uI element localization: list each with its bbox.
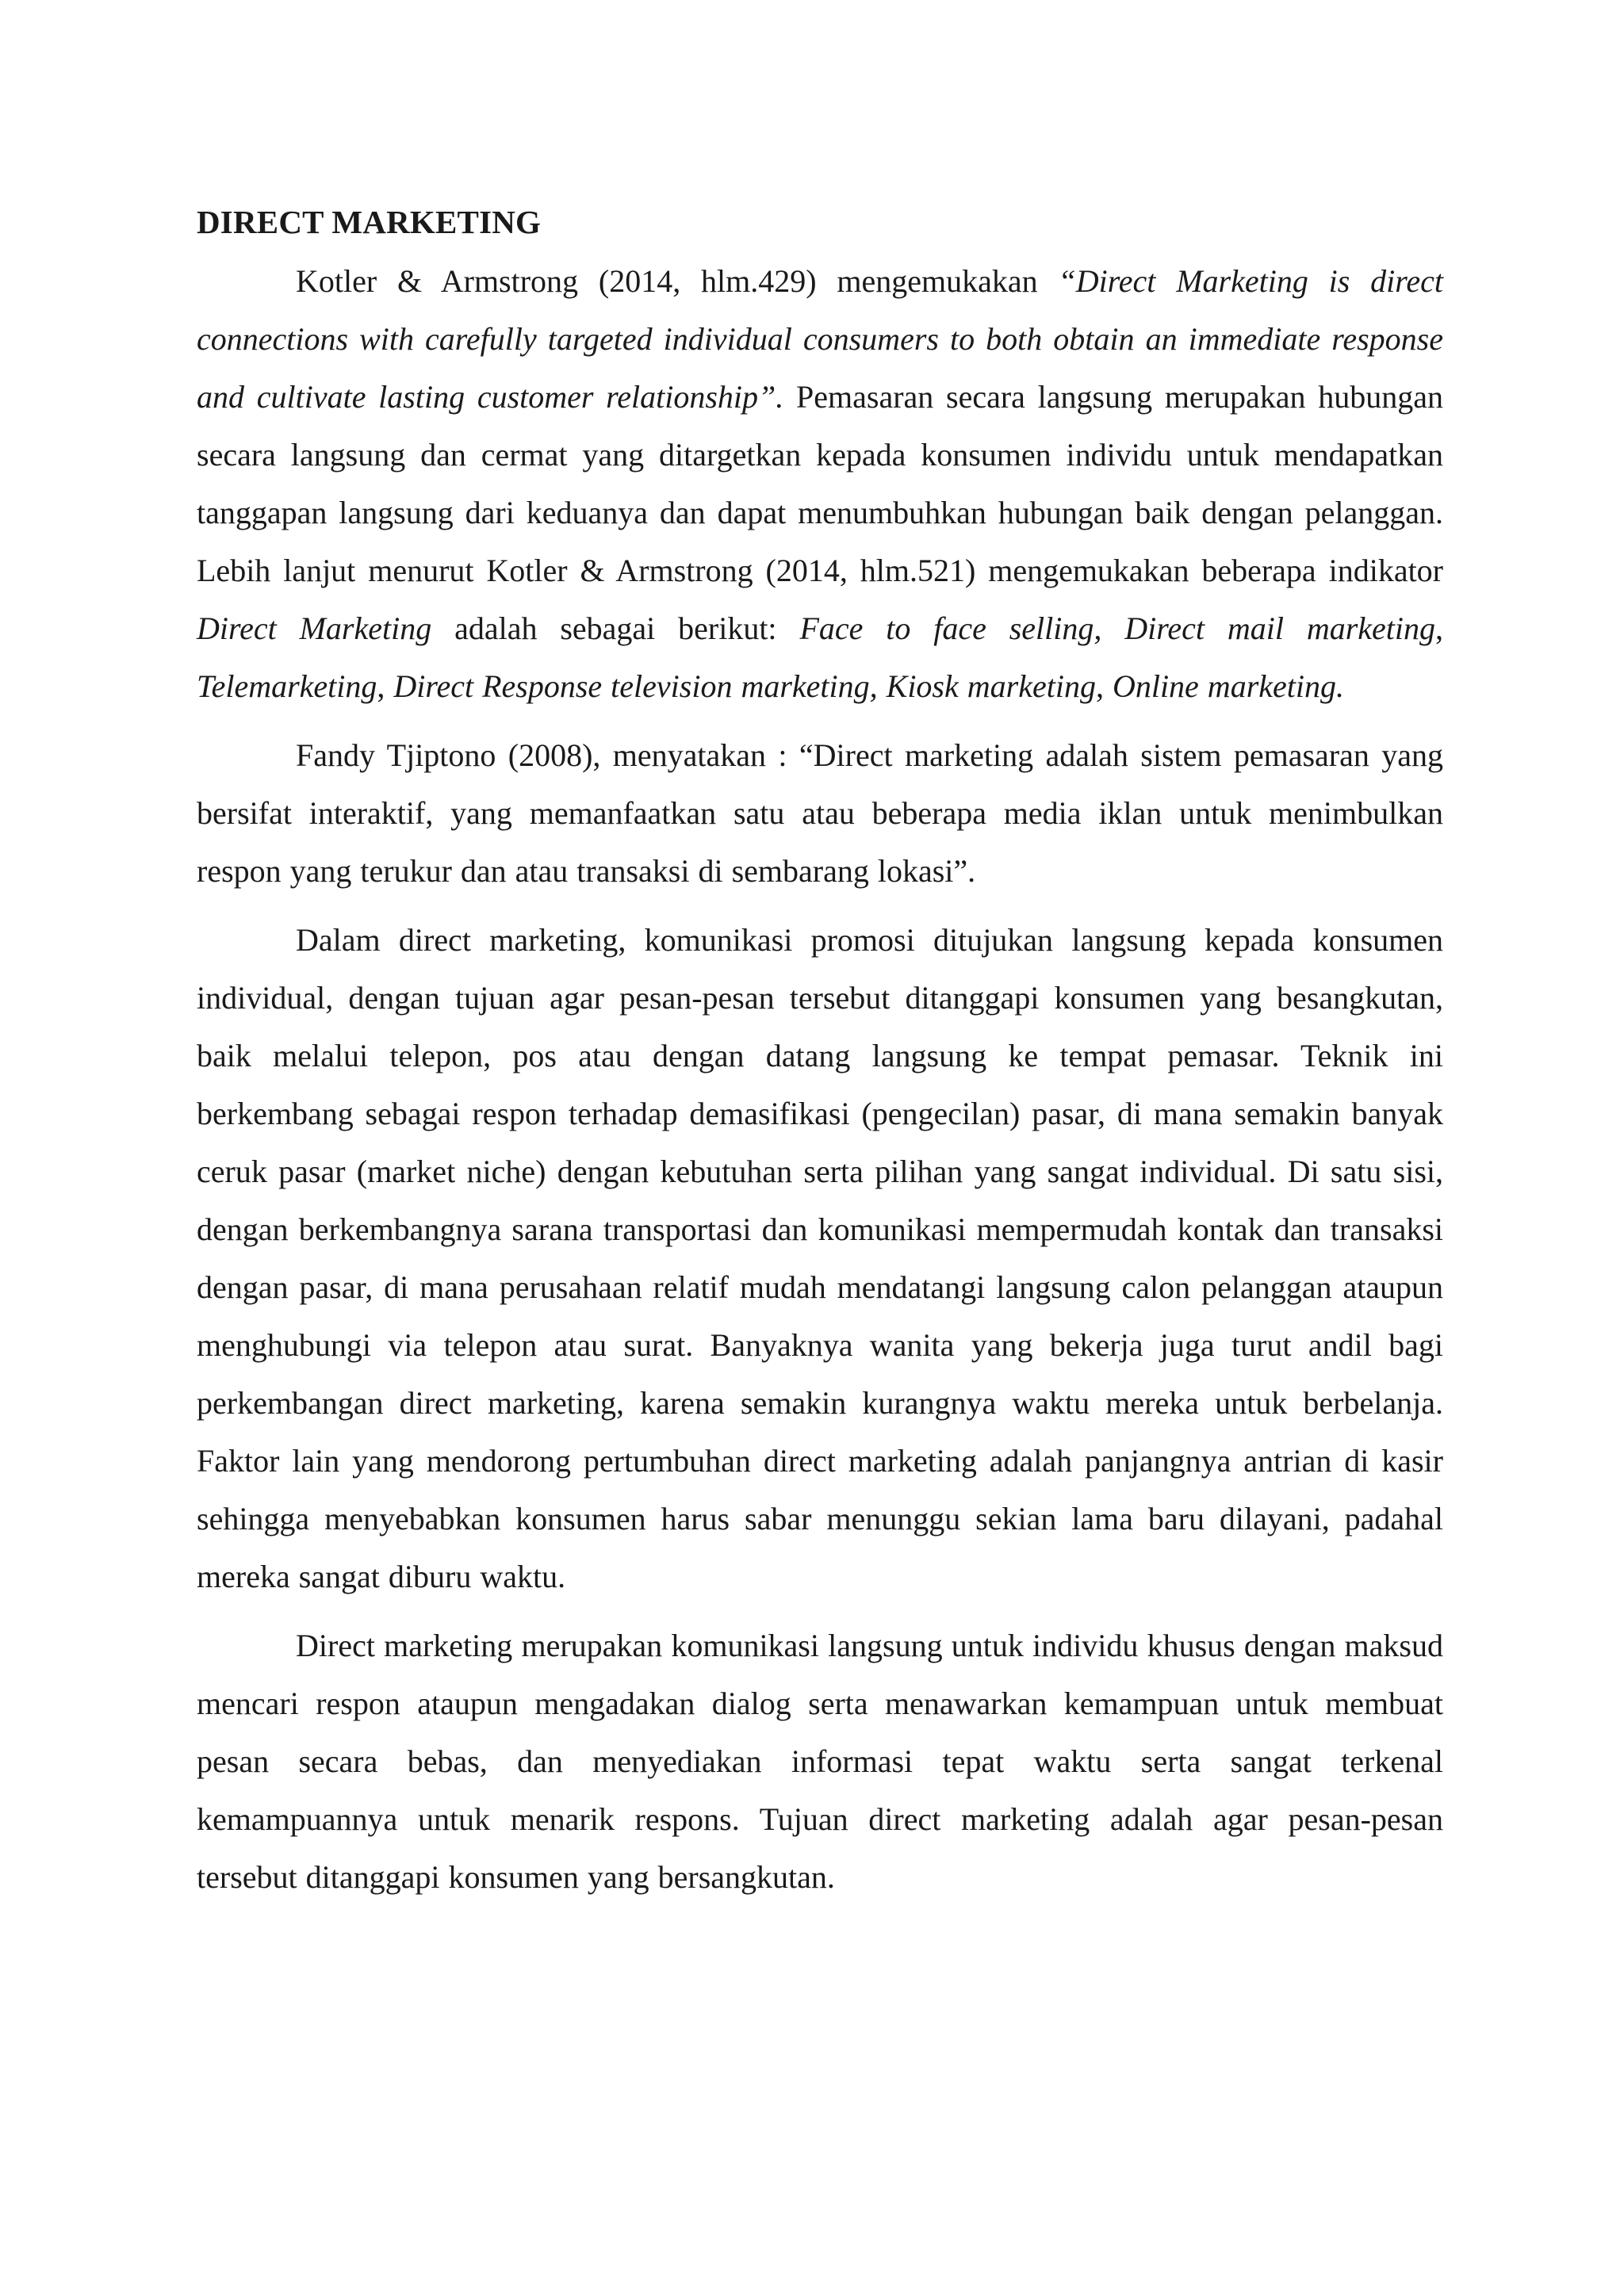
body-paragraph	[197, 911, 1443, 1605]
italic-text-run: Online marketing.	[1112, 668, 1344, 704]
italic-text-run: Direct Marketing	[197, 610, 432, 646]
document-page	[197, 198, 1443, 1917]
text-run: Fandy Tjiptono (2008), menyatakan : “Direct marketing adalah sistem pemasaran yang bersifat interaktif, yang memanfaatkan satu atau beberapa media iklan untuk menimbulkan respon yang terukur dan atau transaksi di sembarang lokasi”.	[197, 737, 1443, 889]
body-paragraph	[197, 252, 1443, 715]
text-run: adalah sebagai berikut:	[431, 610, 800, 646]
text-run: Pemasaran secara langsung merupakan hubungan secara langsung dan cermat yang ditargetkan kepada konsumen individu untuk mendapatkan tanggapan langsung dari keduanya dan dapat menumbuhkan hubungan baik dengan pelanggan. Lebih lanjut menurut Kotler & Armstrong (2014, hlm.521) mengemukakan beberapa indikator	[197, 379, 1443, 588]
text-run: ,	[1095, 668, 1113, 704]
section-heading: DIRECT MARKETING	[197, 204, 542, 240]
italic-text-run: Telemarketing	[197, 668, 377, 704]
text-run: Direct marketing merupakan komunikasi langsung untuk individu khusus dengan maksud mencari respon ataupun mengadakan dialog serta menawarkan kemampuan untuk membuat pesan secara bebas, dan menyediakan informasi tepat waktu serta sangat terkenal kemampuannya untuk menarik respons. Tujuan direct marketing adalah agar pesan-pesan tersebut ditanggapi konsumen yang bersangkutan.	[197, 1628, 1443, 1895]
italic-text-run: “Direct Marketing is direct connections with carefully targeted individual consumers to both obtain an immediate response and cultivate lasting customer relationship”.	[197, 263, 1443, 415]
text-run: ,	[377, 668, 394, 704]
body-paragraph	[197, 726, 1443, 900]
italic-text-run: Face to face selling, Direct mail marketing	[799, 610, 1436, 646]
body-paragraph	[197, 1617, 1443, 1906]
paragraph-list	[197, 252, 1443, 1906]
text-run: ,	[1435, 610, 1444, 646]
text-run: Dalam direct marketing, komunikasi promosi ditujukan langsung kepada konsumen individual, dengan tujuan agar pesan-pesan tersebut ditanggapi konsumen yang besangkutan, baik melalui telepon, pos atau dengan datang langsung ke tempat pemasar. Teknik ini berkembang sebagai respon terhadap demasifikasi (pengecilan) pasar, di mana semakin banyak ceruk pasar (market niche) dengan kebutuhan serta pilihan yang sangat individual. Di satu sisi, dengan berkembangnya sarana transportasi dan komunikasi mempermudah kontak dan transaksi dengan pasar, di mana perusahaan relatif mudah mendatangi langsung calon pelanggan ataupun menghubungi via telepon atau surat. Banyaknya wanita yang bekerja juga turut andil bagi perkembangan direct marketing, karena semakin kurangnya waktu mereka untuk berbelanja. Faktor lain yang mendorong pertumbuhan direct marketing adalah panjangnya antrian di kasir sehingga menyebabkan konsumen harus sabar menunggu sekian lama baru dilayani, padahal mereka sangat diburu waktu.	[197, 922, 1443, 1594]
italic-text-run: Direct Response television marketing, Kiosk marketing	[393, 668, 1096, 704]
text-run: Kotler & Armstrong (2014, hlm.429) mengemukakan	[296, 263, 1059, 299]
